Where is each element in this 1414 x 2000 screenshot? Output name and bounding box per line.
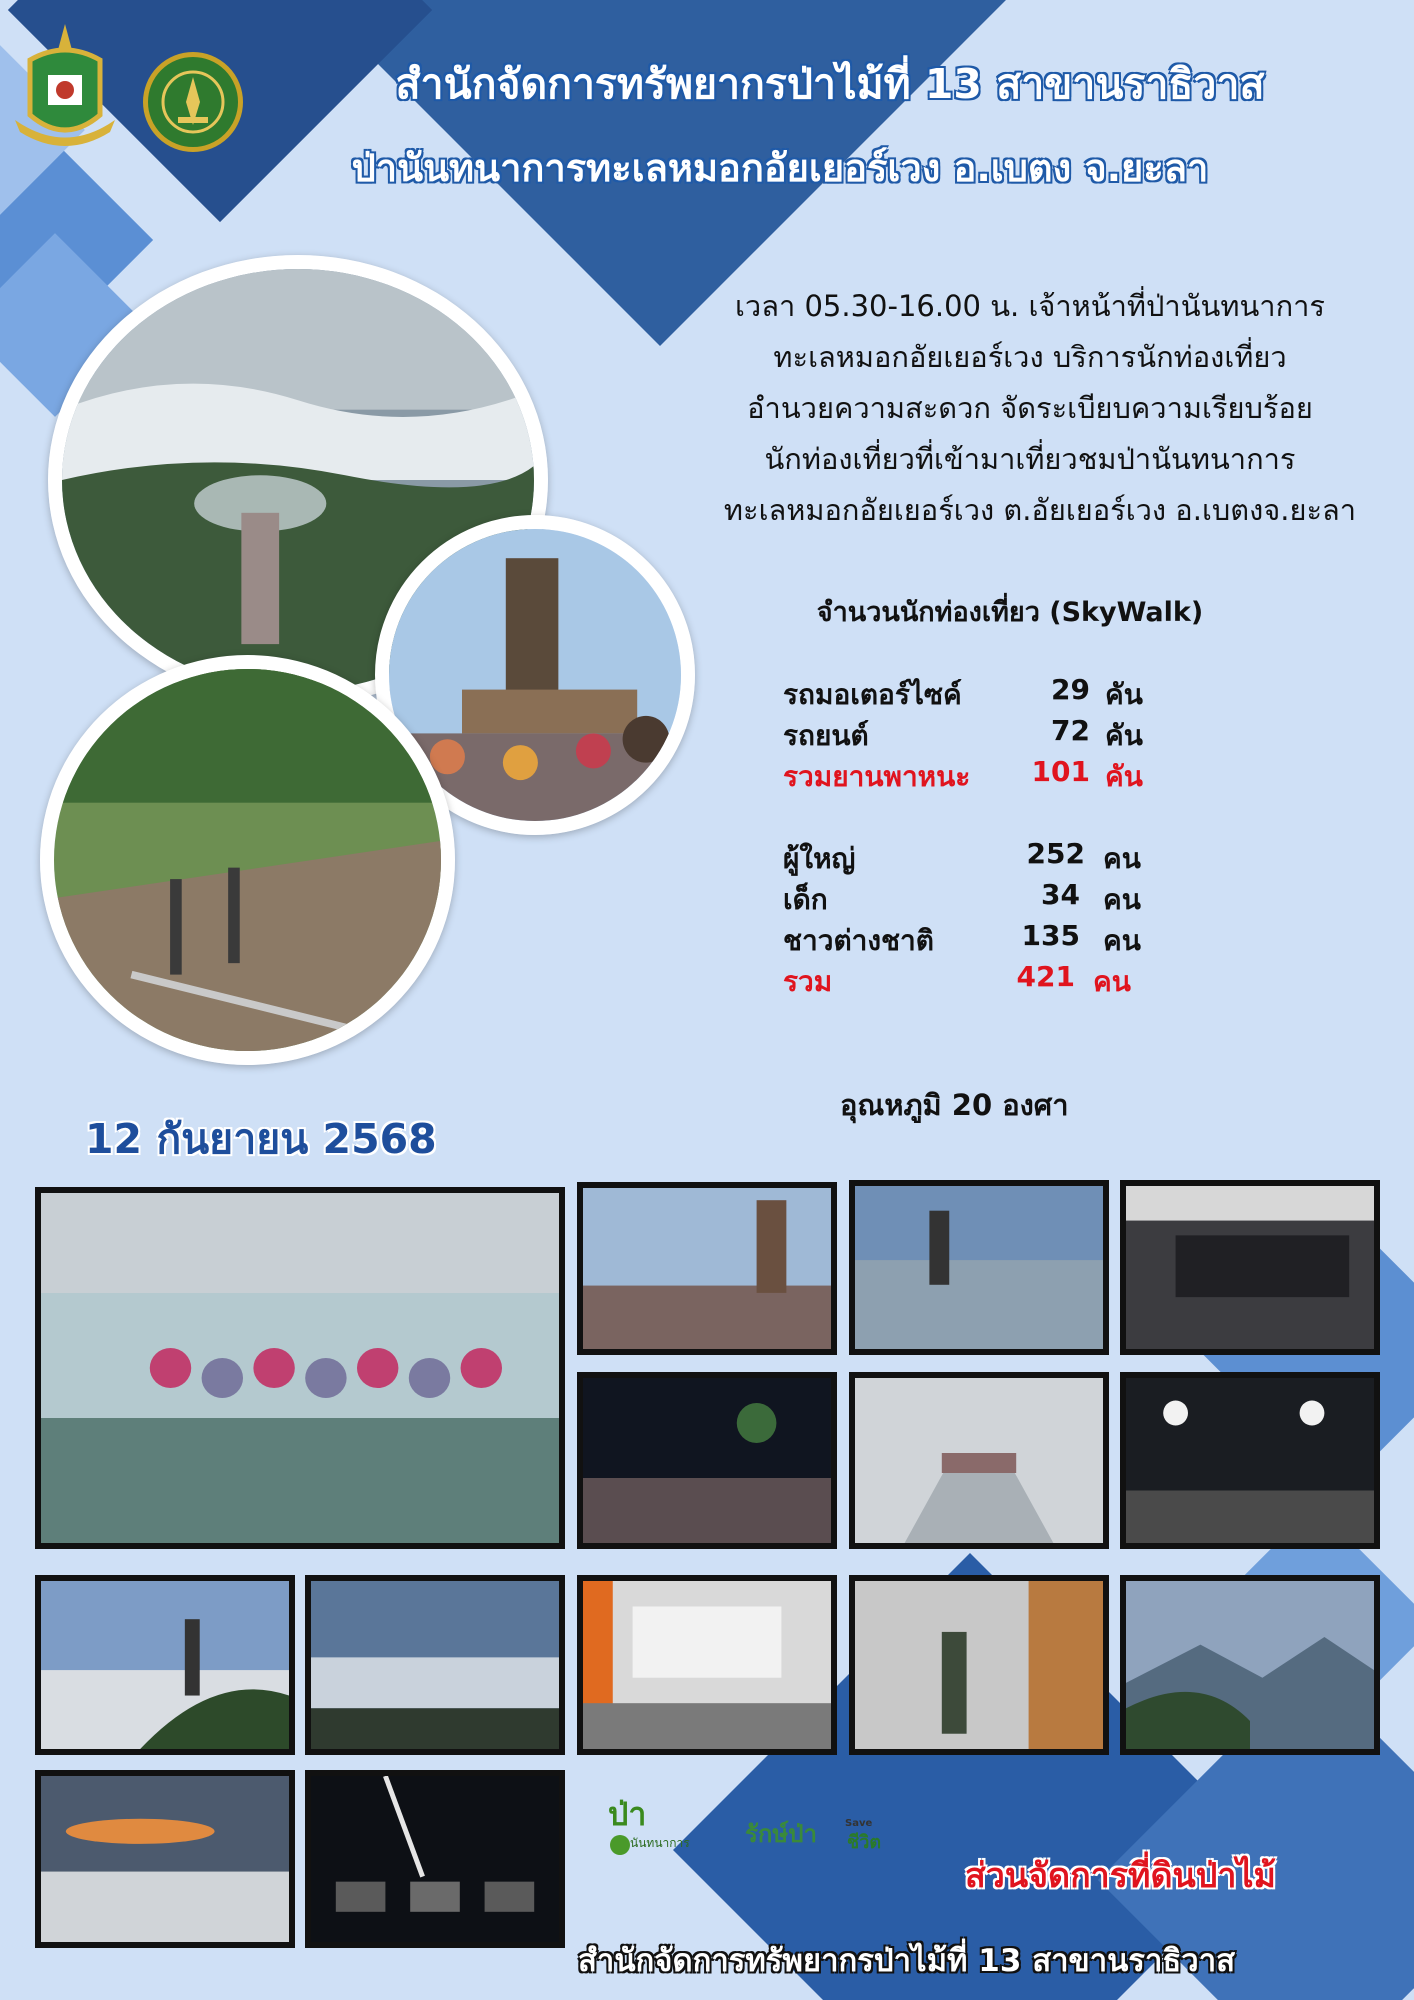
footer-division: ส่วนจัดการที่ดินป่าไม้ xyxy=(965,1856,1276,1896)
stat-unit-foreigner: คน xyxy=(1103,924,1141,957)
royal-emblem-logo xyxy=(10,20,120,150)
photo-tower-sea-of-mist xyxy=(35,1575,295,1755)
stats-heading: จำนวนนักท่องเที่ยว (SkyWalk) xyxy=(816,597,1204,628)
temperature-text: อุณหภูมิ 20 องศา xyxy=(840,1088,1069,1122)
photo-forest-walkway-circle xyxy=(40,655,455,1065)
save-life-text: ชีวิต xyxy=(847,1832,882,1853)
footer-office: สำนักจัดการทรัพยากรป่าไม้ที่ 13 สาขานราธิวาส xyxy=(578,1943,1236,1979)
stat-label-child: เด็ก xyxy=(783,883,828,916)
stat-value-motorcycle: 29 xyxy=(1051,673,1090,706)
stat-unit-vehicle-total: คัน xyxy=(1105,760,1143,793)
stat-value-car: 72 xyxy=(1051,714,1090,747)
stat-value-child: 34 xyxy=(1041,878,1080,911)
photo-visitor-check-in xyxy=(849,1575,1109,1755)
photo-children-on-skywalk xyxy=(35,1187,565,1549)
recreation-forest-logo xyxy=(600,1785,710,1875)
stat-label-foreigner: ชาวต่างชาติ xyxy=(783,924,934,957)
description-line-4: นักท่องเที่ยวที่เข้ามาเที่ยวชมป่านันทนาการ xyxy=(764,442,1296,476)
stat-label-motorcycle: รถมอเตอร์ไซค์ xyxy=(783,678,962,711)
photo-tower-visitors xyxy=(577,1182,837,1355)
recreation-logo-text: ป่า xyxy=(608,1795,647,1833)
save-forest-logo-text: รักษ์ป่า xyxy=(745,1820,817,1848)
photo-parking-night xyxy=(305,1770,565,1948)
stat-value-vehicle-total: 101 xyxy=(1031,755,1090,788)
photo-ticket-hall-night xyxy=(1120,1180,1380,1355)
description-line-5: ทะเลหมอกอัยเยอร์เวง ต.อัยเยอร์เวง อ.เบตงจ.ยะลา xyxy=(723,493,1357,527)
stat-value-foreigner: 135 xyxy=(1021,919,1080,952)
stat-unit-people-total: คน xyxy=(1093,965,1131,998)
event-date: 12 กันยายน 2568 xyxy=(85,1115,437,1163)
page-subtitle: ป่านันทนาการทะเลหมอกอัยเยอร์เวง อ.เบตง จ.ยะลา xyxy=(351,146,1209,190)
photo-ticket-counter xyxy=(577,1575,837,1755)
stat-label-people-total: รวม xyxy=(783,965,833,998)
stat-value-adult: 252 xyxy=(1026,837,1085,870)
stat-unit-child: คน xyxy=(1103,883,1141,916)
stat-label-vehicle-total: รวมยานพาหนะ xyxy=(783,760,971,793)
stat-value-people-total: 421 xyxy=(1016,960,1075,993)
save-word: Save xyxy=(845,1818,873,1829)
stat-unit-car: คัน xyxy=(1105,719,1143,752)
description-line-2: ทะเลหมอกอัยเยอร์เวง บริการนักท่องเที่ยว xyxy=(773,340,1287,374)
photo-sunset-clouds xyxy=(35,1770,295,1948)
description-line-1: เวลา 05.30-16.00 น. เจ้าหน้าที่ป่านันทนาการ xyxy=(735,289,1325,323)
stat-unit-adult: คน xyxy=(1103,842,1141,875)
photo-skywalk-crowd-fog xyxy=(849,1372,1109,1549)
page-title: สำนักจัดการทรัพยากรป่าไม้ที่ 13 สาขานราธิวาส xyxy=(395,60,1265,108)
photo-mountain-range xyxy=(1120,1575,1380,1755)
stat-label-adult: ผู้ใหญ่ xyxy=(783,842,856,875)
recreation-logo-subtext: นันทนาการ xyxy=(630,1836,690,1850)
description-line-3: อำนวยความสะดวก จัดระเบียบความเรียบร้อย xyxy=(747,391,1313,425)
photo-mountain-viewpoint xyxy=(849,1180,1109,1355)
photo-sunrise-mist xyxy=(305,1575,565,1755)
photo-staff-night-patrol xyxy=(1120,1372,1380,1549)
stat-label-car: รถยนต์ xyxy=(783,719,869,752)
photo-night-market xyxy=(577,1372,837,1549)
save-forest-logo xyxy=(745,1808,895,1858)
stat-unit-motorcycle: คัน xyxy=(1105,678,1143,711)
